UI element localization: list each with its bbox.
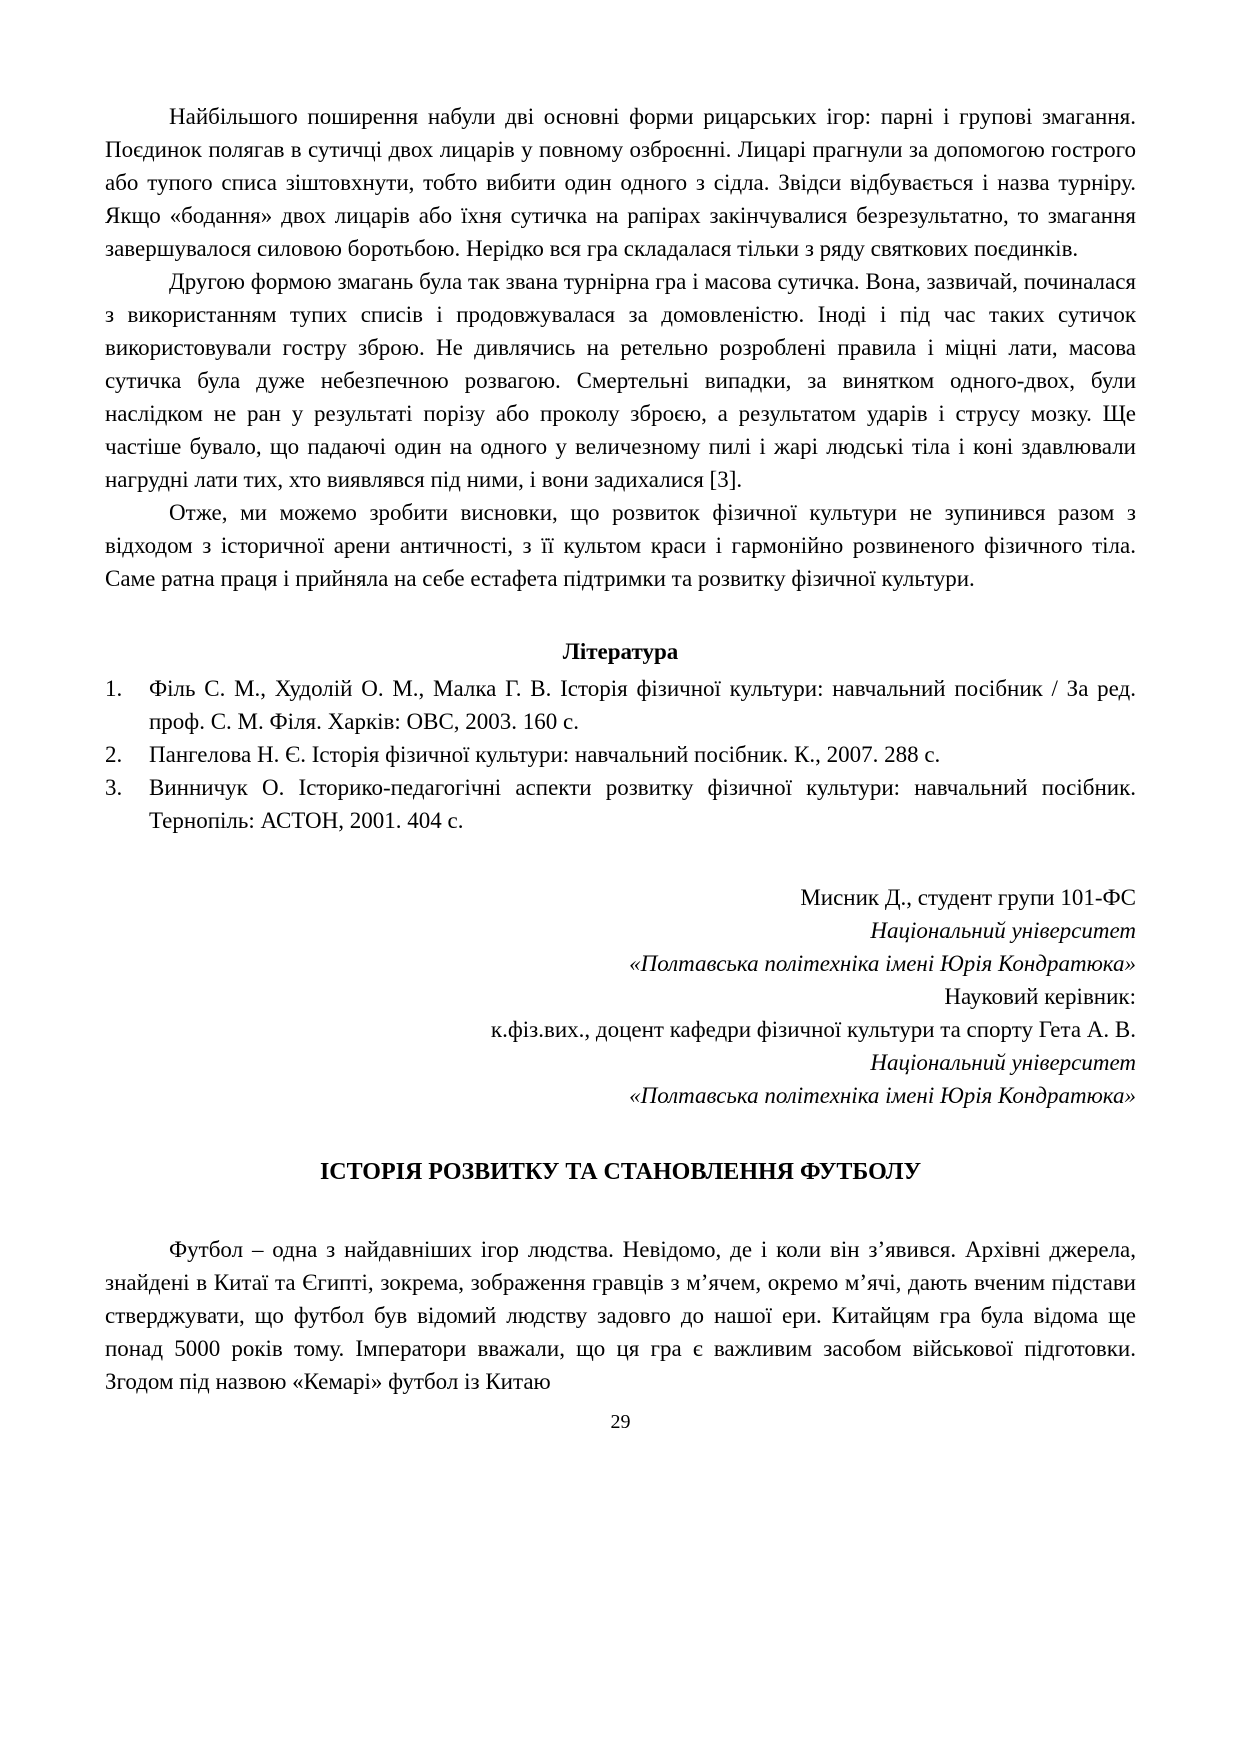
literature-item: [105, 771, 1136, 837]
author-line-supervisor-label: Науковий керівник:: [944, 984, 1136, 1009]
literature-item-number: 2.: [105, 742, 123, 767]
page-number: 29: [610, 1411, 631, 1433]
literature-item-text: Винничук О. Історико-педагогічні аспекти розвитку фізичної культури: навчальний посібник. Тернопіль: АСТОН, 2001. 404 с.: [149, 775, 1136, 833]
author-line-university-name: «Полтавська політехніка імені Юрія Кондратюка»: [629, 951, 1136, 976]
literature-item: [105, 738, 1136, 771]
author-line-student: Мисник Д., студент групи 101-ФС: [800, 885, 1136, 910]
paragraph-football-origins: Футбол – одна з найдавніших ігор людства. Невідомо, де і коли він з’явився. Архівні джерела, знайдені в Китаї та Єгипті, зокрема, зображення гравців з м’ячем, окремо м’ячі, дають вченим підстави стверджувати, що футбол був відомий людству задовго до нашої ери. Китайцям гра була відома ще понад 5000 років тому. Імператори вважали, що ця гра є важливим засобом військової підготовки. Згодом під назвою «Кемарі» футбол із Китаю: [105, 1237, 1136, 1394]
author-block: [105, 881, 1136, 1112]
article-title-football-history: ІСТОРІЯ РОЗВИТКУ ТА СТАНОВЛЕННЯ ФУТБОЛУ: [319, 1159, 922, 1185]
author-line-university-2: Національний університет: [870, 1050, 1136, 1075]
author-line-supervisor: к.фіз.вих., доцент кафедри фізичної культури та спорту Гета А. В.: [490, 1017, 1136, 1042]
paragraph-knight-tournament-forms: Найбільшого поширення набули дві основні форми рицарських ігор: парні і групові змагання. Поєдинок полягав в сутичці двох лицарів у повному озброєнні. Лицарі прагнули за допомогою гострого або тупого списа зіштовхнути, тобто вибити один одного з сідла. Звідси відбувається і назва турніру. Якщо «бодання» двох лицарів або їхня сутичка на рапірах закінчувалися безрезультатно, то змагання завершувалося силовою боротьбою. Нерідко вся гра складалася тільки з ряду святкових поєдинків.: [105, 104, 1136, 261]
literature-item-number: 1.: [105, 676, 123, 701]
paragraph-conclusions: Отже, ми можемо зробити висновки, що розвиток фізичної культури не зупинився разом з відходом з історичної арени античності, з її культом краси і гармонійно розвиненого фізичного тіла. Саме ратна праця і прийняла на себе естафета підтримки та розвитку фізичної культури.: [105, 500, 1136, 591]
literature-item-number: 3.: [105, 775, 123, 800]
author-line-university-name-2: «Полтавська політехніка імені Юрія Кондратюка»: [629, 1083, 1136, 1108]
literature-item: [105, 672, 1136, 738]
author-line-university: Національний університет: [870, 918, 1136, 943]
literature-item-text: Пангелова Н. Є. Історія фізичної культури: навчальний посібник. К., 2007. 288 с.: [149, 742, 941, 767]
literature-heading: Література: [562, 639, 679, 664]
paragraph-tournament-game-mass-fight: Другою формою змагань була так звана турнірна гра і масова сутичка. Вона, зазвичай, починалася з використанням тупих списів і продовжувалася за домовленістю. Іноді і під час таких сутичок використовували гостру зброю. Не дивлячись на ретельно розроблені правила і міцні лати, масова сутичка була дуже небезпечною розвагою. Смертельні випадки, за винятком одного-двох, були наслідком не ран у результаті порізу або проколу зброєю, а результатом ударів і струсу мозку. Ще частіше бувало, що падаючі один на одного у величезному пилі і жарі людські тіла і коні здавлювали нагрудні лати тих, хто виявлявся під ними, і вони задихалися [3].: [105, 269, 1136, 492]
literature-list: [105, 672, 1136, 837]
literature-item-text: Філь С. М., Худолій О. М., Малка Г. В. Історія фізичної культури: навчальний посібник / За ред. проф. С. М. Філя. Харків: ОВС, 2003. 160 с.: [149, 676, 1136, 734]
